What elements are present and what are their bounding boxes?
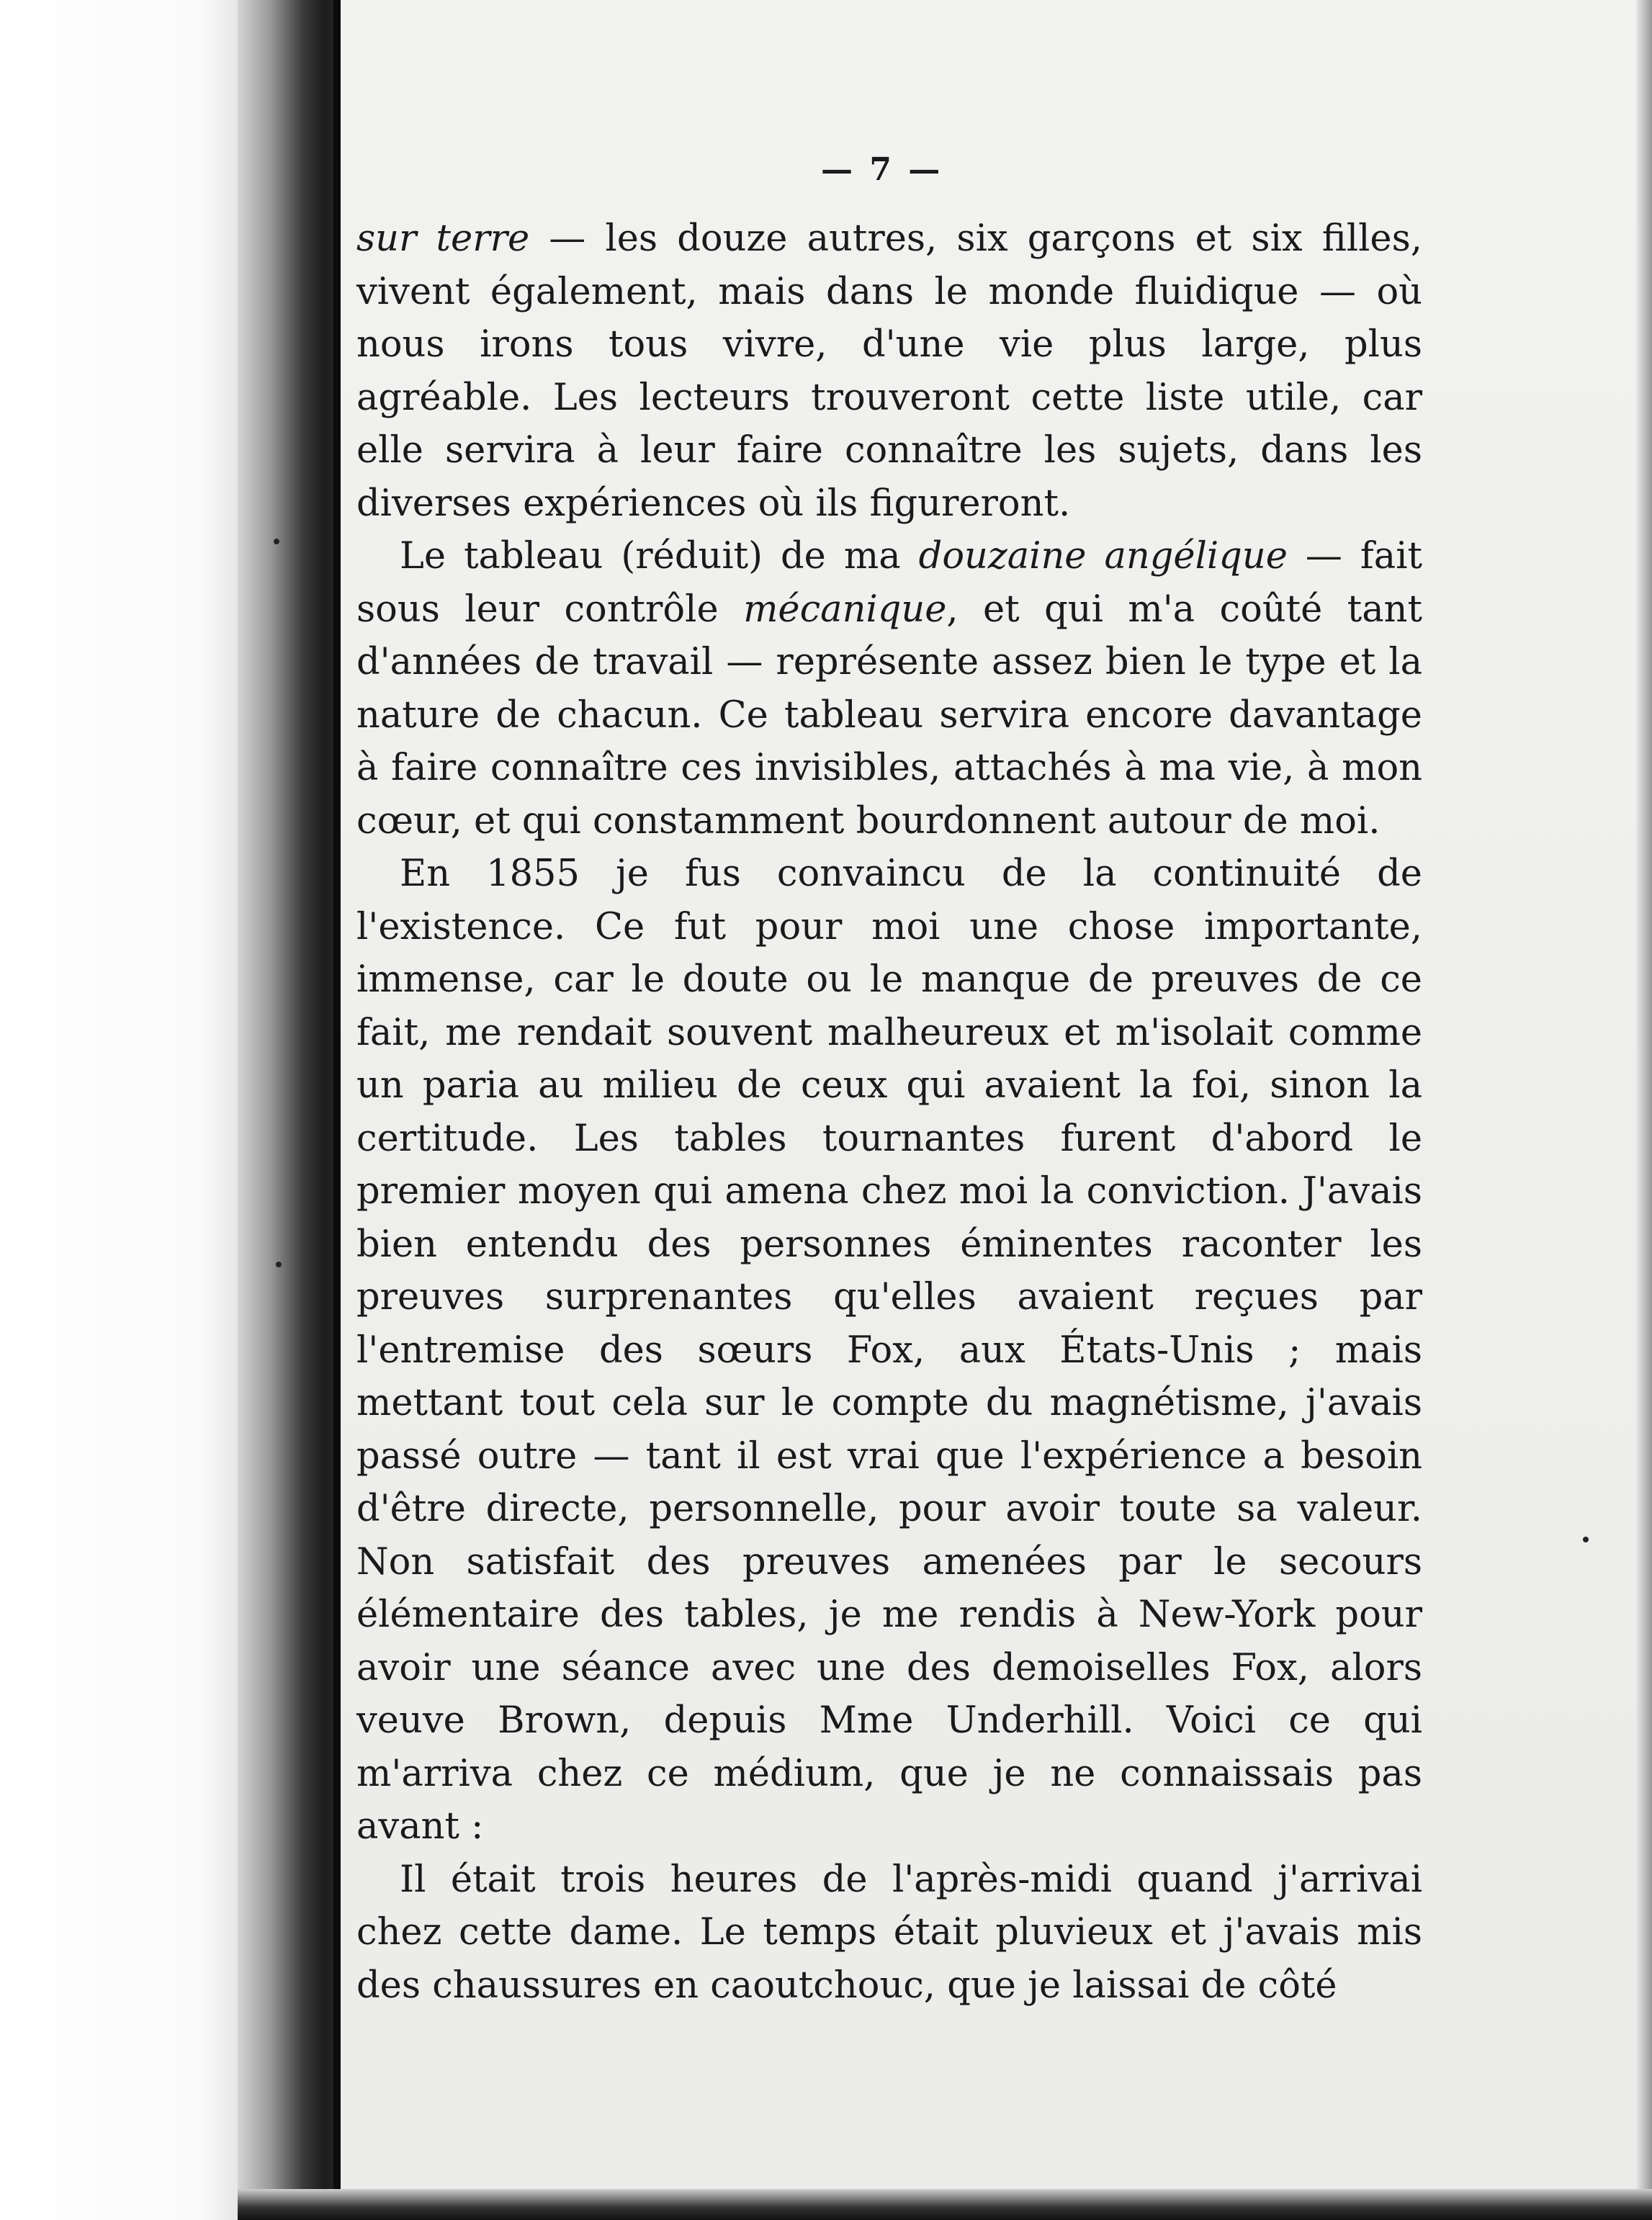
text-segment: , et qui m'a coûté tant d'années de travail — représente assez bien le type et la nature de chacun. Ce tableau servira encore davantage à faire connaître ces invisibles, attachés à ma vie, à mon cœur, et qui constamment bourdonnent autour de moi.	[356, 588, 1422, 842]
book-spine-shadow	[238, 0, 346, 2220]
text-segment: — fait sous leur contrôle	[356, 535, 1423, 631]
italic-text: sur terre	[356, 217, 530, 260]
text-segment: Il était trois heures de l'après-midi quand j'arrivai chez cette dame. Le temps était pluvieux et j'avais mis des chaussures en caoutchouc, que je laissai de côté	[356, 1858, 1422, 2007]
left-blank-margin	[0, 0, 238, 2220]
paragraph	[356, 848, 1422, 1853]
body-text	[356, 212, 1422, 2012]
italic-text: mécanique	[743, 588, 947, 631]
paragraph	[356, 530, 1422, 848]
bottom-page-edge	[238, 2189, 1652, 2220]
scan-speck	[276, 1262, 282, 1267]
text-segment: — les douze autres, six garçons et six filles, vivent également, mais dans le monde fluidique — où nous irons tous vivre, d'une vie plus large, plus agréable. Les lecteurs trouveront cette liste utile, car elle servira à leur faire connaître les sujets, dans les diverses expériences où ils figureront.	[356, 217, 1422, 525]
paragraph	[356, 1853, 1422, 2013]
text-segment: En 1855 je fus convaincu de la continuité de l'existence. Ce fut pour moi une chose importante, immense, car le doute ou le manque de preuves de ce fait, me rendait souvent malheureux et m'isolait comme un paria au milieu de ceux qui avaient la foi, sinon la certitude. Les tables tournantes furent d'abord le premier moyen qui amena chez moi la conviction. J'avais bien entendu des personnes éminentes raconter les preuves surprenantes qu'elles avaient reçues par l'entremise des sœurs Fox, aux États-Unis ; mais mettant tout cela sur le compte du magnétisme, j'avais passé outre — tant il est vrai que l'expérience a besoin d'être directe, personnelle, pour avoir toute sa valeur. Non satisfait des preuves amenées par le secours élémentaire des tables, je me rendis à New-York pour avoir une séance avec une des demoiselles Fox, alors veuve Brown, depuis Mme Underhill. Voici ce qui m'arriva chez ce médium, que je ne connaissais pas avant :	[356, 853, 1422, 1848]
scan-speck	[274, 539, 279, 544]
text-segment: Le tableau (réduit) de ma	[400, 535, 919, 578]
right-page-edge	[1636, 0, 1652, 2220]
italic-text: douzaine angélique	[918, 535, 1288, 578]
paragraph	[356, 212, 1422, 530]
scan-speck	[1583, 1537, 1589, 1542]
page-number: — 7 —	[821, 151, 943, 188]
page-gutter-edge	[333, 0, 341, 2220]
